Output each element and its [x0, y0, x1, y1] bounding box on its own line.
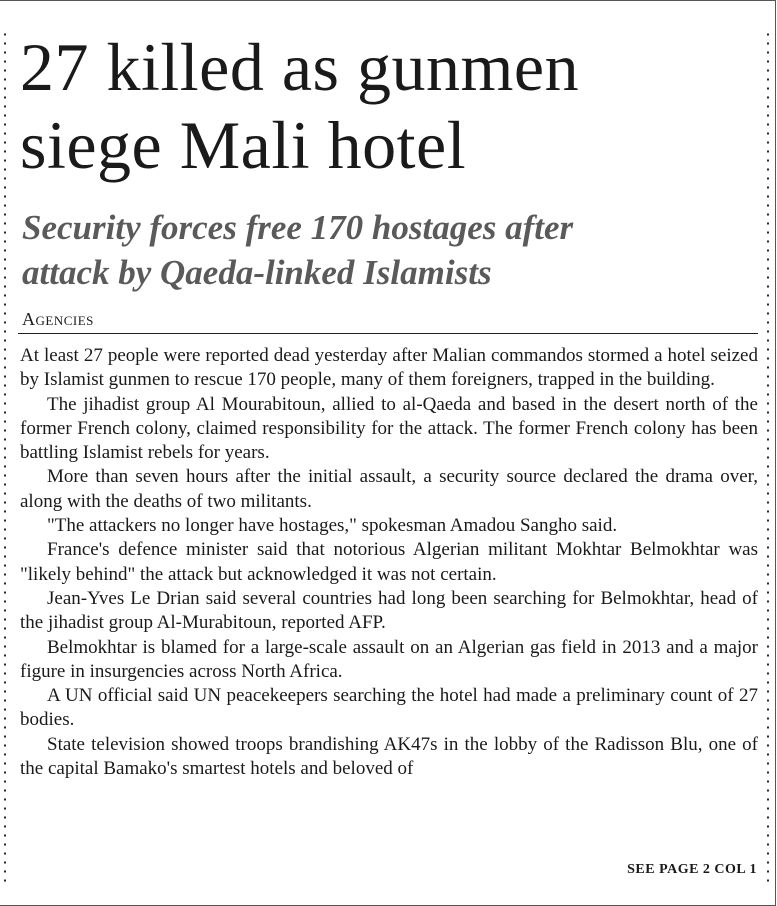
headline	[20, 28, 760, 184]
article-body	[20, 344, 758, 781]
dotted-border-left	[4, 30, 6, 886]
headline-line-1: 27 killed as gunmen	[20, 29, 580, 105]
continuation-note: SEE PAGE 2 COL 1	[627, 862, 757, 877]
paragraph: Jean-Yves Le Drian said several countries had long been searching for Belmokhtar, head of the jihadist group Al-Murabitoun, reported AFP.	[20, 587, 758, 634]
paragraph: France's defence minister said that notorious Algerian militant Mokhtar Belmokhtar was "likely behind" the attack but acknowledged it was not certain.	[20, 539, 758, 585]
paragraph: More than seven hours after the initial assault, a security source declared the drama over, along with the deaths of two militants.	[20, 466, 758, 512]
headline-line-2: siege Mali hotel	[20, 107, 467, 183]
subheadline	[22, 205, 762, 295]
paragraph: A UN official said UN peacekeepers searching the hotel had made a preliminary count of 27 bodies.	[20, 685, 758, 731]
paragraph: At least 27 people were reported dead yesterday after Malian commandos stormed a hotel seized by Islamist gunmen to rescue 170 people, many of them foreigners, trapped in the building.	[20, 345, 758, 391]
byline-rule	[18, 333, 758, 334]
subheadline-line-2: attack by Qaeda-linked Islamists	[22, 253, 492, 292]
paragraph: The jihadist group Al Mourabitoun, allied to al-Qaeda and based in the desert north of the former French colony, claimed responsibility for the attack. The former French colony has been battling Islamist rebels for years.	[20, 393, 758, 464]
subheadline-line-1: Security forces free 170 hostages after	[22, 208, 574, 247]
paragraph: "The attackers no longer have hostages," spokesman Amadou Sangho said.	[47, 515, 618, 537]
byline: Agencies	[22, 309, 94, 329]
paragraph: State television showed troops brandishing AK47s in the lobby of the Radisson Blu, one of the capital Bamako's smartest hotels and beloved of	[20, 733, 758, 780]
dotted-border-right	[767, 30, 769, 886]
paragraph: Belmokhtar is blamed for a large-scale assault on an Algerian gas field in 2013 and a major figure in insurgencies across North Africa.	[20, 636, 758, 682]
